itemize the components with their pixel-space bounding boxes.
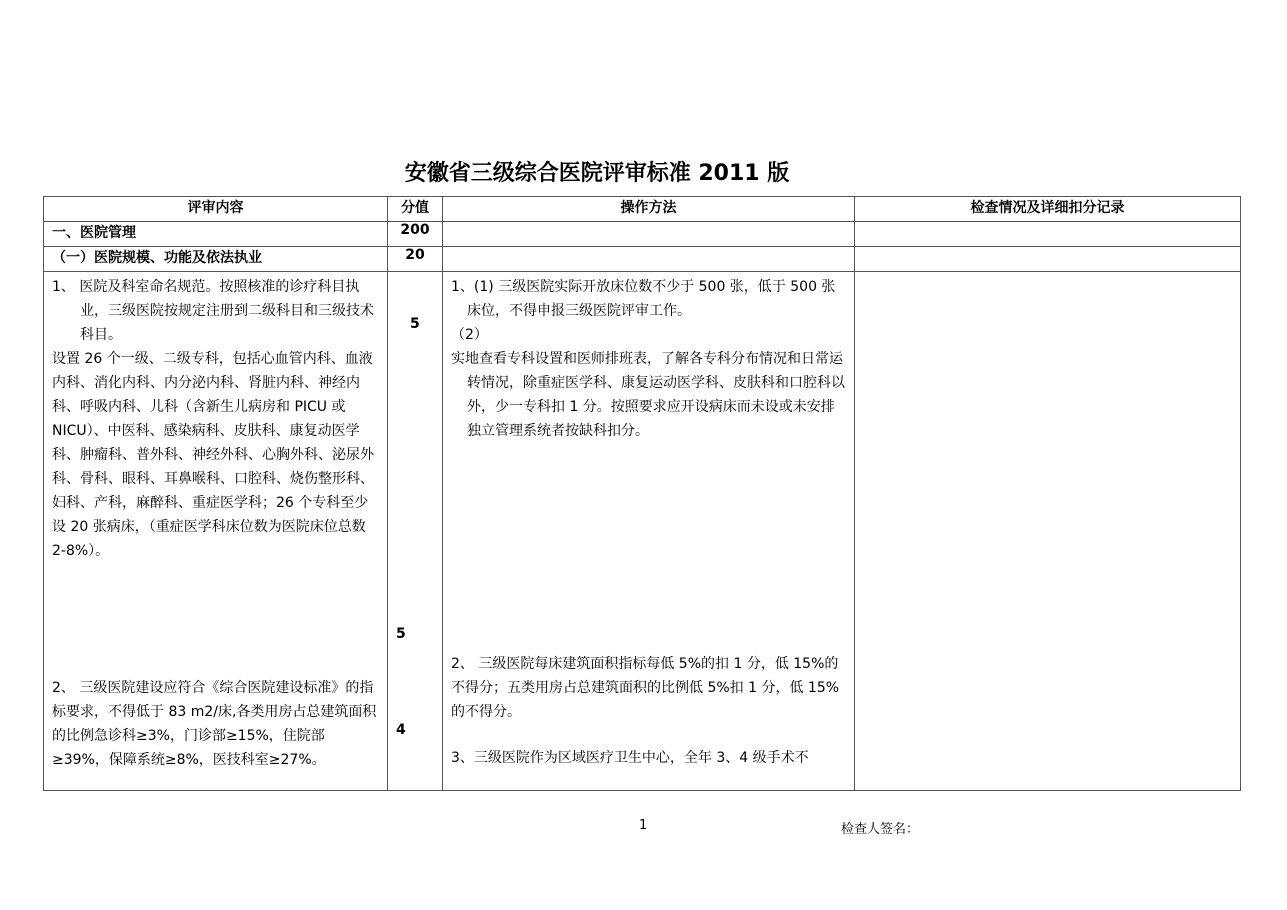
score-cell	[388, 272, 443, 791]
content-item-2: 2、 三级医院建设应符合《综合医院建设标准》的指标要求，不得低于 83 m2/床,各类用房占总建筑面积的比例急诊科≥3%，门诊部≥15%，住院部≥39%，保障系统≥8%，医技科室≥27%。	[52, 680, 377, 768]
section-score: 200	[388, 222, 443, 247]
subsection-score: 20	[388, 247, 443, 272]
subsection-method-empty	[443, 247, 855, 272]
standards-table	[43, 196, 1241, 791]
page-number: 1	[639, 818, 648, 833]
inspector-signature-label: 检查人签名：	[841, 822, 920, 837]
header-row	[44, 197, 1241, 222]
score-item-3: 4	[396, 722, 406, 738]
header-score: 分值	[388, 197, 443, 222]
subsection-label: （一）医院规模、功能及依法执业	[44, 247, 388, 272]
method-item-1-sub: （2）	[451, 327, 488, 343]
header-record: 检查情况及详细扣分记录	[855, 197, 1241, 222]
content-row	[44, 272, 1241, 791]
content-cell	[44, 272, 388, 791]
score-item-2: 5	[396, 626, 406, 642]
method-item-3: 3、三级医院作为区域医疗卫生中心，全年 3、4 级手术不	[451, 750, 809, 766]
method-item-2: 2、 三级医院每床建筑面积指标每低 5%的扣 1 分，低 15%的不得分；五类用房占总建筑面积的比例低 5%扣 1 分，低 15%的不得分。	[451, 656, 840, 720]
method-cell	[443, 272, 855, 791]
record-cell[interactable]	[855, 272, 1241, 791]
method-item-1-body: 实地查看专科设置和医师排班表，了解各专科分布情况和日常运转情况，除重症医学科、康复运动医学科、皮肤科和口腔科以外，少一专科扣 1 分。按照要求应开设病床而未设或未安排独立管理系统者按缺科扣分。	[451, 351, 845, 439]
section-method-empty	[443, 222, 855, 247]
document-title: 安徽省三级综合医院评审标准 2011 版	[404, 161, 790, 186]
content-item-1: 1、 医院及科室命名规范。按照核准的诊疗科目执业，三级医院按规定注册到二级科目和三级技术科目。	[52, 279, 374, 343]
section-label: 一、医院管理	[44, 222, 388, 247]
header-content: 评审内容	[44, 197, 388, 222]
subsection-record-empty	[855, 247, 1241, 272]
section-record-empty	[855, 222, 1241, 247]
header-method: 操作方法	[443, 197, 855, 222]
method-item-1: 1、(1) 三级医院实际开放床位数不少于 500 张，低于 500 张床位，不得申报三级医院评审工作。	[451, 279, 836, 319]
score-item-1: 5	[410, 316, 420, 332]
subsection-row	[44, 247, 1241, 272]
content-item-1-body: 设置 26 个一级、二级专科，包括心血管内科、血液内科、消化内科、内分泌内科、肾脏内科、神经内科、呼吸内科、儿科（含新生儿病房和 PICU 或 NICU）、中医科、感染病科、皮肤科、康复动医学科、肿瘤科、普外科、神经外科、心胸外科、泌尿外科、骨科、眼科、耳鼻喉科、口腔科、烧伤整形科、妇科、产科，麻醉科、重症医学科；26 个专科至少设 20 张病床，（重症医学科床位数为医院床位总数 2-8%）。	[52, 351, 374, 559]
section-row	[44, 222, 1241, 247]
